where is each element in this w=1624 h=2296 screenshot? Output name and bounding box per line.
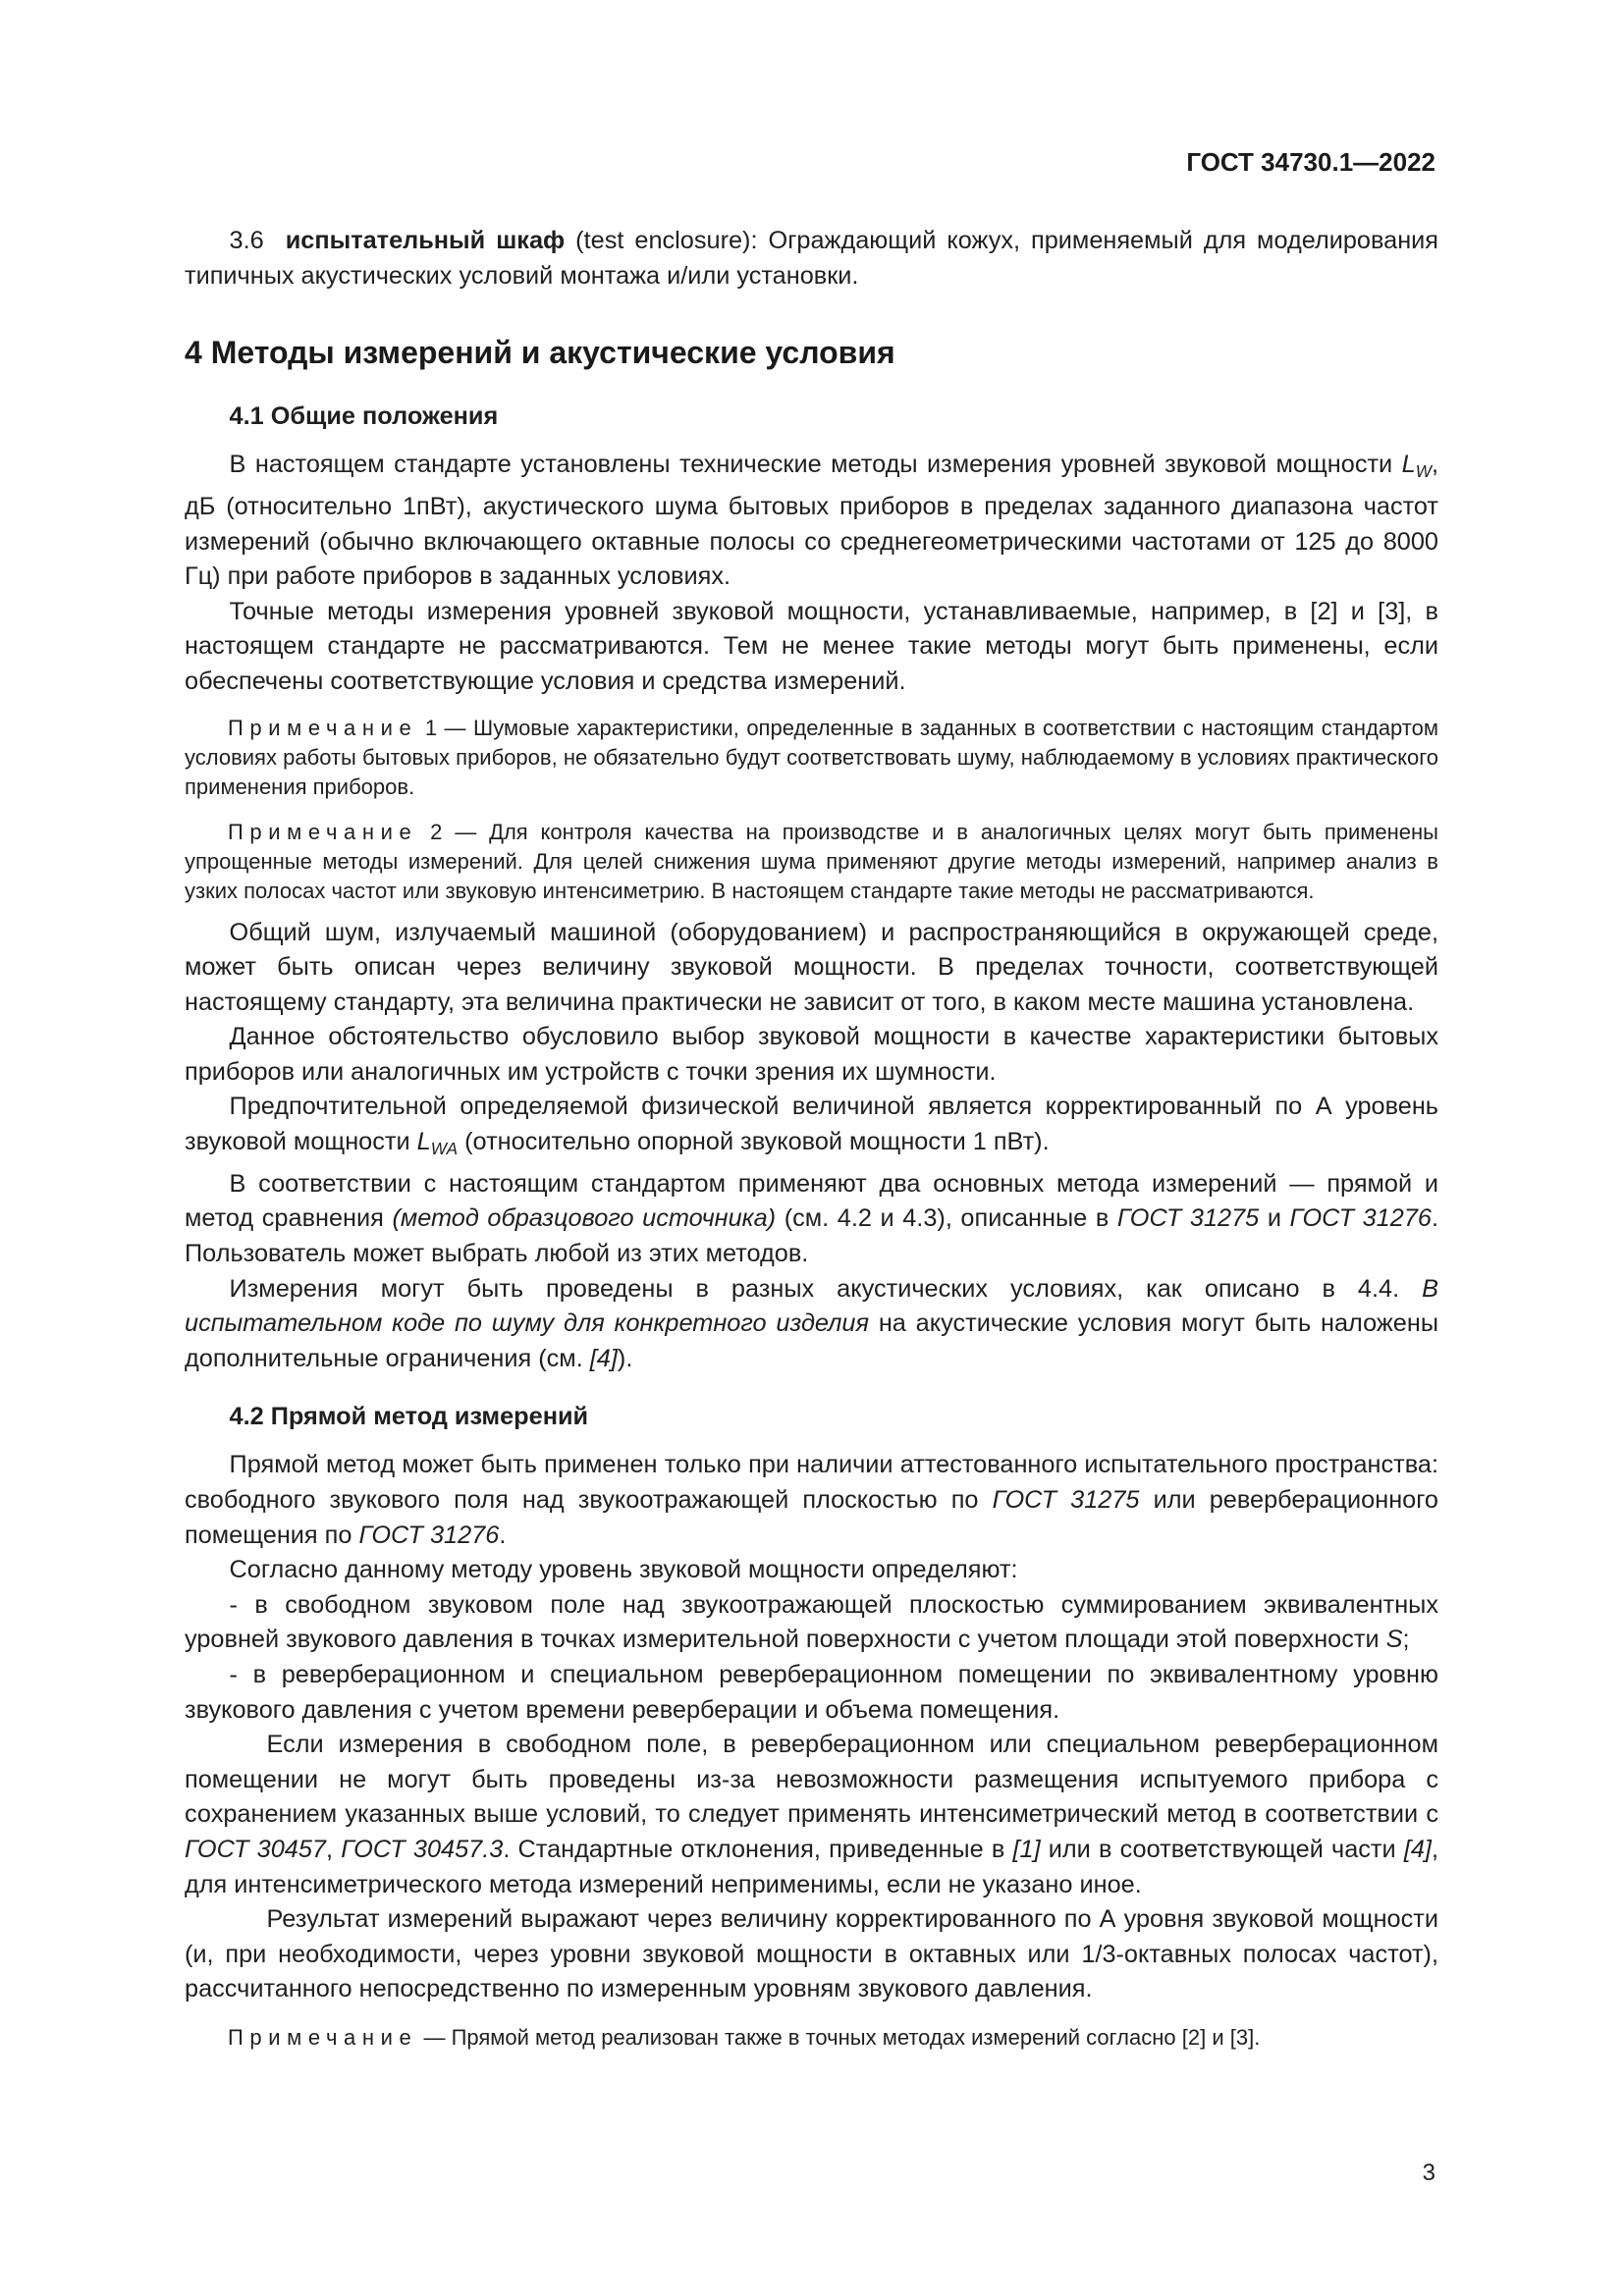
text-run: ; [1402,1626,1410,1654]
standard-reference: ГОСТ 31276 [358,1521,500,1549]
definition-3-6 [185,224,1438,294]
text-run: или в соответствующей части [1040,1835,1404,1863]
definition-term: испытательный шкаф [285,227,566,254]
paragraph-4-1-1 [185,448,1438,595]
definition-number: 3.6 [229,227,264,254]
text-run: или реверберационного помещения по [185,1485,1438,1549]
text-run: (относительно опорной звуковой мощности 1 пВт). [458,1128,1050,1156]
paragraph-4-2-4: Результат измерений выражают через величину корректированного по А уровня звуковой мощности (и, при необходимости, через уровни звуковой мощности в октавных или 1/3-октавных полосах частот), рассчитанного непосредственно по измеренным уровням звукового давления. [185,1905,1438,2003]
note-2 [185,818,1438,906]
text-run: Предпочтительной определяемой физической величиной является корректированный по А уровень звуковой мощности [185,1093,1438,1156]
text-run: Если измерения в свободном поле, в реверберационном или специальном реверберационном помещении не могут быть проведены из-за невозможности размещения испытуемого прибора с сохранением указанных выше условий, то следует применять интенсиметрический метод в соответствии с [185,1731,1438,1829]
standard-reference: ГОСТ 30457 [185,1835,326,1863]
paragraph-4-2-1 [185,1448,1438,1553]
bibliography-reference: [4] [589,1344,618,1372]
italic-run: (метод образцового источника) [392,1204,777,1233]
page-number: 3 [1422,2160,1435,2186]
text-run: - в свободном звуковом поле над звукоотражающей плоскостью суммированием эквивалентных уровней звукового давления в точках измерительной поверхности с учетом площади этой поверхности [185,1590,1438,1654]
subsection-4-1-title: 4.1 Общие положения [229,402,499,431]
definition-text: : Ограждающий кожух, применяемый для моделирования типичных акустических условий монтажа и/или установки. [185,227,1439,290]
page-content [185,224,1438,2053]
bibliography-reference: [1] [1012,1835,1041,1863]
bibliography-reference: [4] [1403,1835,1432,1863]
note-label: Примечание [228,819,418,844]
paragraph-4-1-6 [185,1167,1438,1272]
paragraph-4-1-3: Общий шум, излучаемый машиной (оборудованием) и распространяющийся в окружающей среде, может быть описан через величину звуковой мощности. В пределах точности, соответствующей настоящему стандарту, эта величина практически не зависит от того, в каком месте машина установлена. [185,918,1438,1016]
paragraph-4-1-4: Данное обстоятельство обусловило выбор звуковой мощности в качестве характеристики бытовых приборов или аналогичных им устройств с точки зрения их шумности. [185,1023,1438,1086]
text-run: на акустические условия могут быть наложены дополнительные ограничения (см. [185,1309,1438,1372]
list-item-reverberation-room: - в реверберационном и специальном реверберационном помещении по эквивалентному уровню звукового давления с учетом времени реверберации и объема помещения. [185,1660,1438,1724]
note-text: 2 — Для контроля качества на производстве и в аналогичных целях могут быть применены упрощенные методы измерений. Для целей снижения шума применяют другие методы измерений, например анализ в узких полосах частот или звуковую интенсиметрию. В настоящем стандарте такие методы не рассматриваются. [185,819,1438,903]
symbol-L: L [1401,451,1416,479]
note-1 [185,714,1438,802]
document-id-header: ГОСТ 34730.1—2022 [1186,147,1435,177]
text-run: и [1259,1204,1290,1233]
text-run: Измерения могут быть проведены в разных акустических условиях, как описано в 4.4. [229,1274,1423,1303]
text-run: . Стандартные отклонения, приведенные в [503,1835,1013,1863]
text-run: ). [617,1344,633,1372]
text-run: В настоящем стандарте установлены технические методы измерения уровней звуковой мощности [229,451,1402,479]
note-text: — Прямой метод реализован также в точных методах измерений согласно [2] и [3]. [417,2024,1261,2050]
subsection-4-2-title: 4.2 Прямой метод измерений [229,1403,589,1431]
paragraph-4-1-2: Точные методы измерения уровней звуковой мощности, устанавливаемые, например, в [2] и [3], в настоящем стандарте не рассматриваются. Тем не менее такие методы могут быть применены, если обеспечены соответствующие условия и средства измерений. [185,597,1438,695]
text-run: . Пользователь может выбрать любой из этих методов. [185,1204,1438,1267]
text-run: (см. 4.2 и 4.3), описанные в [776,1204,1117,1233]
standard-reference: ГОСТ 30457.3 [341,1835,504,1863]
note-text: 1 — Шумовые характеристики, определенные в заданных в соответствии с настоящим стандартом условиях работы бытовых приборов, не обязательно будут соответствовать шуму, наблюдаемому в условиях практического применения приборов. [185,715,1438,799]
standard-reference: ГОСТ 31275 [992,1485,1140,1514]
definition-term-en: (test enclosure) [575,227,751,254]
list-item-free-field [185,1588,1438,1658]
text-run: , [326,1835,342,1863]
note-label: Примечание [228,715,418,740]
symbol-S: S [1385,1626,1403,1654]
paragraph-4-2-3 [185,1728,1438,1902]
note-4-2 [185,2023,1438,2053]
paragraph-4-1-5 [185,1090,1438,1166]
symbol-sub-W: W [1415,461,1432,482]
symbol-L: L [416,1128,431,1156]
section-4-title: 4 Методы измерений и акустические условия [185,335,895,371]
italic-run: В испытательном коде по шуму для конкретного изделия [185,1274,1438,1338]
paragraph-4-1-7 [185,1272,1438,1377]
text-run: Прямой метод может быть применен только при наличии аттестованного испытательного пространства: свободного звукового поля над звукоотражающей плоскостью по [185,1451,1438,1514]
text-run: . [499,1521,507,1549]
note-label: Примечание [228,2024,418,2050]
symbol-sub-WA: WA [430,1139,459,1159]
text-run: В соответствии с настоящим стандартом применяют два основных метода измерений — прямой и метод сравнения [185,1169,1438,1233]
text-run: , для интенсиметрического метода измерений неприменимы, если не указано иное. [185,1835,1438,1898]
text-run: , дБ (относительно 1пВт), акустического шума бытовых приборов в пределах заданного диапазона частот измерений (обычно включающего октавные полосы со среднегеометрическими частотами от 125 до 8000 Гц) при работе приборов в заданных условиях. [185,451,1438,591]
standard-reference: ГОСТ 31276 [1289,1204,1432,1233]
standard-reference: ГОСТ 31275 [1116,1204,1260,1233]
paragraph-4-2-2: Согласно данному методу уровень звуковой мощности определяют: [229,1556,1018,1584]
